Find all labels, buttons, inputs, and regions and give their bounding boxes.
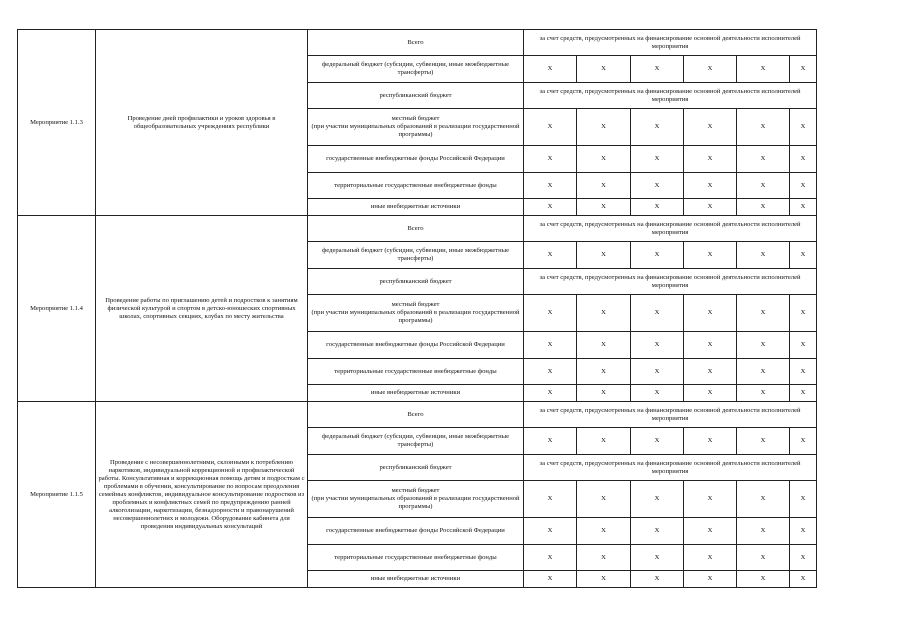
x-mark-cell: Х — [684, 545, 737, 571]
x-mark-cell: Х — [737, 199, 790, 216]
x-mark-cell: Х — [790, 359, 817, 385]
x-mark-cell: Х — [684, 146, 737, 173]
x-mark-cell: Х — [790, 295, 817, 332]
x-mark-cell: Х — [631, 571, 684, 588]
x-mark-cell: Х — [790, 109, 817, 146]
x-mark-cell: Х — [631, 242, 684, 269]
x-mark-cell: Х — [684, 481, 737, 518]
x-mark-cell: Х — [684, 56, 737, 83]
x-mark-cell: Х — [577, 332, 631, 359]
x-mark-cell: Х — [577, 109, 631, 146]
x-mark-cell: Х — [737, 146, 790, 173]
x-mark-cell: Х — [577, 359, 631, 385]
x-mark-cell: Х — [790, 481, 817, 518]
funding-note: за счет средств, предусмотренных на финансирование основной деятельности исполнителей мероприятия — [524, 83, 817, 109]
x-mark-cell: Х — [577, 199, 631, 216]
funding-source-other: иные внебюджетные источники — [308, 571, 524, 588]
funding-source-state-funds: государственные внебюджетные фонды Российской Федерации — [308, 146, 524, 173]
funding-note: за счет средств, предусмотренных на финансирование основной деятельности исполнителей мероприятия — [524, 216, 817, 242]
x-mark-cell: Х — [684, 109, 737, 146]
x-mark-cell: Х — [737, 385, 790, 402]
funding-source-federal: федеральный бюджет (субсидии, субвенции, иные межбюджетные трансферты) — [308, 56, 524, 83]
x-mark-cell: Х — [737, 481, 790, 518]
x-mark-cell: Х — [524, 571, 577, 588]
funding-source-total: Всего — [308, 30, 524, 56]
funding-source-total: Всего — [308, 402, 524, 428]
x-mark-cell: Х — [737, 242, 790, 269]
funding-source-local — [308, 295, 524, 332]
x-mark-cell: Х — [631, 295, 684, 332]
x-mark-cell: Х — [631, 385, 684, 402]
funding-source-federal: федеральный бюджет (субсидии, субвенции, иные межбюджетные трансферты) — [308, 242, 524, 269]
x-mark-cell: Х — [524, 385, 577, 402]
x-mark-cell: Х — [577, 518, 631, 545]
x-mark-cell: Х — [524, 146, 577, 173]
table-body — [18, 30, 817, 588]
x-mark-cell: Х — [577, 481, 631, 518]
x-mark-cell: Х — [631, 545, 684, 571]
x-mark-cell: Х — [577, 295, 631, 332]
x-mark-cell: Х — [524, 359, 577, 385]
x-mark-cell: Х — [524, 295, 577, 332]
funding-source-territorial-funds: территориальные государственные внебюджетные фонды — [308, 173, 524, 199]
funding-source-republic: республиканский бюджет — [308, 455, 524, 481]
x-mark-cell: Х — [790, 571, 817, 588]
x-mark-cell: Х — [684, 571, 737, 588]
x-mark-cell: Х — [577, 146, 631, 173]
x-mark-cell: Х — [577, 242, 631, 269]
measure-name: Проведение работы по приглашению детей и подростков к занятиям физической культурой и спортом в детско-юношеских спортивных школах, спортивных секциях, клубах по месту жительства — [96, 216, 308, 402]
funding-source-line: (при участии муниципальных образований в реализации государственной программы) — [311, 495, 520, 510]
table-row — [18, 30, 817, 56]
x-mark-cell: Х — [790, 242, 817, 269]
x-mark-cell: Х — [631, 359, 684, 385]
x-mark-cell: Х — [631, 146, 684, 173]
x-mark-cell: Х — [524, 481, 577, 518]
x-mark-cell: Х — [524, 199, 577, 216]
funding-source-territorial-funds: территориальные государственные внебюджетные фонды — [308, 545, 524, 571]
x-mark-cell: Х — [577, 571, 631, 588]
x-mark-cell: Х — [684, 199, 737, 216]
x-mark-cell: Х — [631, 56, 684, 83]
measure-code: Мероприятие 1.1.4 — [18, 216, 96, 402]
x-mark-cell: Х — [737, 295, 790, 332]
funding-note: за счет средств, предусмотренных на финансирование основной деятельности исполнителей мероприятия — [524, 30, 817, 56]
x-mark-cell: Х — [790, 173, 817, 199]
funding-source-line: (при участии муниципальных образований в реализации государственной программы) — [311, 309, 520, 324]
x-mark-cell: Х — [737, 545, 790, 571]
table-row — [18, 402, 817, 428]
x-mark-cell: Х — [684, 385, 737, 402]
x-mark-cell: Х — [737, 518, 790, 545]
x-mark-cell: Х — [790, 332, 817, 359]
funding-source-other: иные внебюджетные источники — [308, 385, 524, 402]
x-mark-cell: Х — [524, 173, 577, 199]
x-mark-cell: Х — [631, 109, 684, 146]
x-mark-cell: Х — [737, 571, 790, 588]
x-mark-cell: Х — [631, 518, 684, 545]
x-mark-cell: Х — [790, 199, 817, 216]
x-mark-cell: Х — [631, 332, 684, 359]
x-mark-cell: Х — [790, 385, 817, 402]
x-mark-cell: Х — [524, 56, 577, 83]
funding-source-line: местный бюджет — [391, 115, 440, 122]
funding-source-state-funds: государственные внебюджетные фонды Российской Федерации — [308, 518, 524, 545]
funding-source-state-funds: государственные внебюджетные фонды Российской Федерации — [308, 332, 524, 359]
x-mark-cell: Х — [631, 173, 684, 199]
measure-name: Проведение дней профилактики и уроков здоровья в общеобразовательных учреждениях республики — [96, 30, 308, 216]
funding-note: за счет средств, предусмотренных на финансирование основной деятельности исполнителей мероприятия — [524, 269, 817, 295]
x-mark-cell: Х — [524, 332, 577, 359]
funding-source-line: (при участии муниципальных образований в реализации государственной программы) — [311, 123, 520, 138]
x-mark-cell: Х — [790, 428, 817, 455]
funding-source-territorial-funds: территориальные государственные внебюджетные фонды — [308, 359, 524, 385]
funding-source-local — [308, 109, 524, 146]
x-mark-cell: Х — [737, 173, 790, 199]
x-mark-cell: Х — [684, 173, 737, 199]
x-mark-cell: Х — [577, 173, 631, 199]
x-mark-cell: Х — [737, 428, 790, 455]
measure-code: Мероприятие 1.1.3 — [18, 30, 96, 216]
x-mark-cell: Х — [577, 428, 631, 455]
x-mark-cell: Х — [524, 109, 577, 146]
x-mark-cell: Х — [790, 545, 817, 571]
x-mark-cell: Х — [737, 56, 790, 83]
funding-source-line: местный бюджет — [391, 487, 440, 494]
x-mark-cell: Х — [631, 428, 684, 455]
x-mark-cell: Х — [790, 518, 817, 545]
funding-note: за счет средств, предусмотренных на финансирование основной деятельности исполнителей мероприятия — [524, 402, 817, 428]
x-mark-cell: Х — [577, 385, 631, 402]
funding-source-federal: федеральный бюджет (субсидии, субвенции, иные межбюджетные трансферты) — [308, 428, 524, 455]
funding-source-other: иные внебюджетные источники — [308, 199, 524, 216]
measure-name: Проведение с несовершеннолетними, склонными к потреблению наркотиков, индивидуальной коррекционной и профилактической работы. Консультативная и коррекционная помощь детям и подросткам с проблемами в обучении, консультирование по вопросам преодоления семейных конфликтов, индивидуальное консультирование подростков из проблемных и конфликтных семей по предупреждению ранней алкоголизации, наркотизации, безнадзорности и правонарушений несовершеннолетних и молодежи. Оборудование кабинета для проведения индивидуальных консультаций — [96, 402, 308, 588]
x-mark-cell: Х — [631, 199, 684, 216]
x-mark-cell: Х — [790, 146, 817, 173]
x-mark-cell: Х — [684, 242, 737, 269]
x-mark-cell: Х — [684, 428, 737, 455]
funding-source-republic: республиканский бюджет — [308, 269, 524, 295]
x-mark-cell: Х — [577, 56, 631, 83]
x-mark-cell: Х — [737, 332, 790, 359]
x-mark-cell: Х — [524, 518, 577, 545]
x-mark-cell: Х — [684, 518, 737, 545]
budget-table-sheet — [17, 29, 816, 583]
x-mark-cell: Х — [631, 481, 684, 518]
funding-source-line: местный бюджет — [391, 301, 440, 308]
x-mark-cell: Х — [790, 56, 817, 83]
funding-source-local — [308, 481, 524, 518]
funding-note: за счет средств, предусмотренных на финансирование основной деятельности исполнителей мероприятия — [524, 455, 817, 481]
x-mark-cell: Х — [524, 428, 577, 455]
funding-source-total: Всего — [308, 216, 524, 242]
x-mark-cell: Х — [737, 109, 790, 146]
x-mark-cell: Х — [684, 332, 737, 359]
table-row — [18, 216, 817, 242]
x-mark-cell: Х — [524, 545, 577, 571]
budget-table — [17, 29, 817, 588]
x-mark-cell: Х — [684, 295, 737, 332]
funding-source-republic: республиканский бюджет — [308, 83, 524, 109]
x-mark-cell: Х — [577, 545, 631, 571]
x-mark-cell: Х — [737, 359, 790, 385]
x-mark-cell: Х — [524, 242, 577, 269]
x-mark-cell: Х — [684, 359, 737, 385]
measure-code: Мероприятие 1.1.5 — [18, 402, 96, 588]
